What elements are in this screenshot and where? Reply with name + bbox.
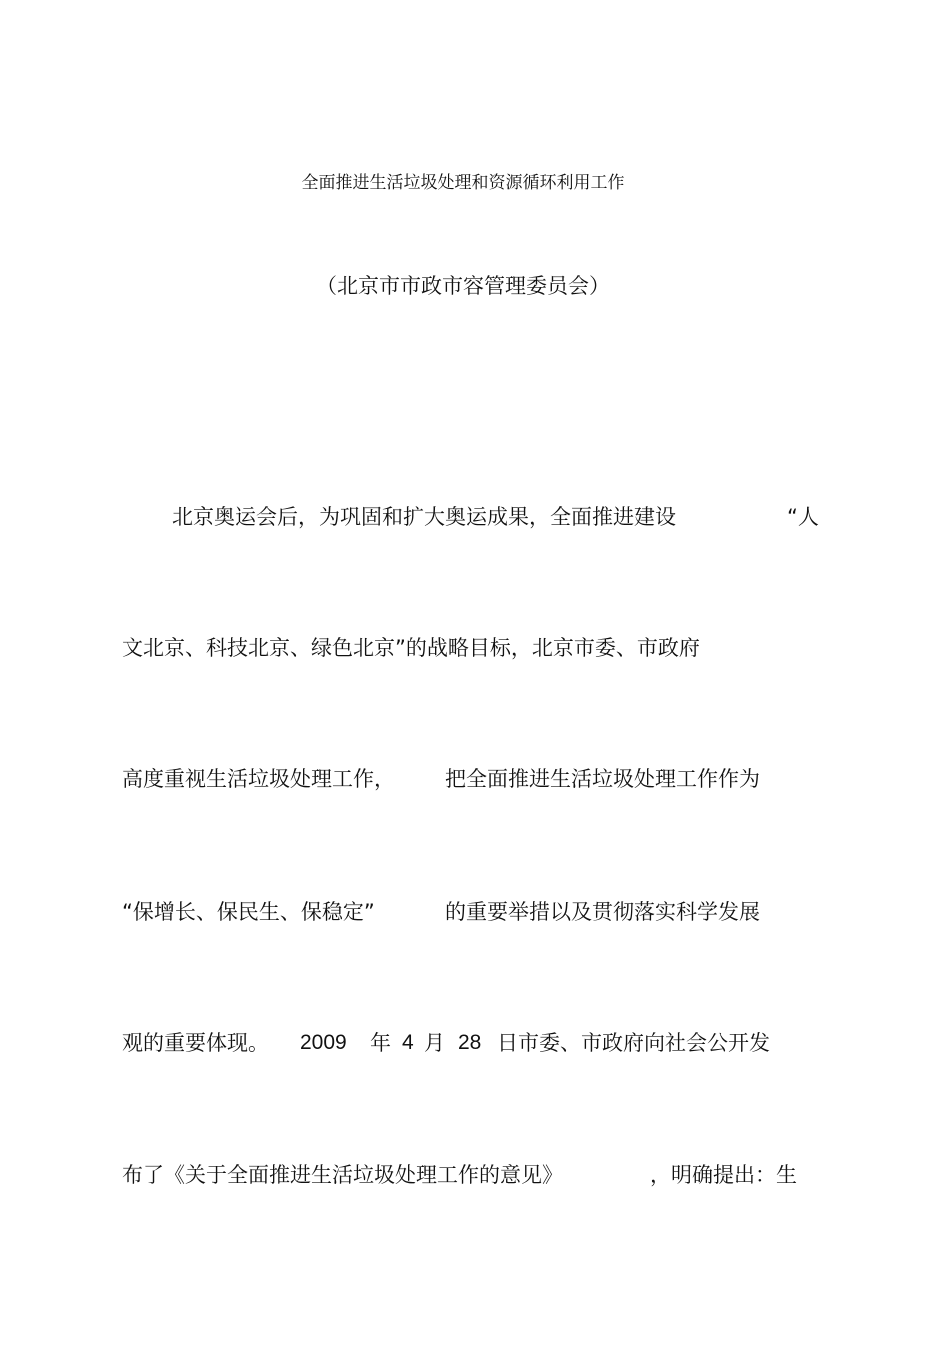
body-line-4-text-a: “保增长、保民生、保稳定”	[122, 900, 375, 924]
body-line-3-text-b: 把全面推进生活垃圾处理工作作为	[445, 767, 760, 791]
body-line-6-text-a: 布了《关于全面推进生活垃圾处理工作的意见》	[122, 1163, 563, 1187]
body-line-6-text-b: ，明确提出：生	[650, 1163, 797, 1187]
body-line-5-month: 4	[402, 1031, 414, 1054]
document-author: （北京市市政市容管理委员会）	[316, 274, 610, 298]
body-line-3-text-a: 高度重视生活垃圾处理工作，	[122, 767, 395, 791]
body-line-5-text-a: 观的重要体现。	[122, 1031, 269, 1055]
body-line-5-year-label: 年	[370, 1031, 391, 1055]
body-line-1-quote: “人	[787, 505, 819, 529]
body-line-1-text: 北京奥运会后，为巩固和扩大奥运成果，全面推进建设	[172, 505, 676, 529]
body-line-5-text-b: 日市委、市政府向社会公开发	[497, 1031, 770, 1055]
body-line-4-text-b: 的重要举措以及贯彻落实科学发展	[445, 900, 760, 924]
body-line-5-month-label: 月	[424, 1031, 445, 1055]
body-line-2-text: 文北京、科技北京、绿色北京”的战略目标，北京市委、市政府	[122, 636, 700, 660]
body-line-5-year: 2009	[300, 1031, 347, 1054]
body-line-5-day: 28	[458, 1031, 482, 1054]
document-title: 全面推进生活垃圾处理和资源循环利用工作	[301, 173, 625, 193]
